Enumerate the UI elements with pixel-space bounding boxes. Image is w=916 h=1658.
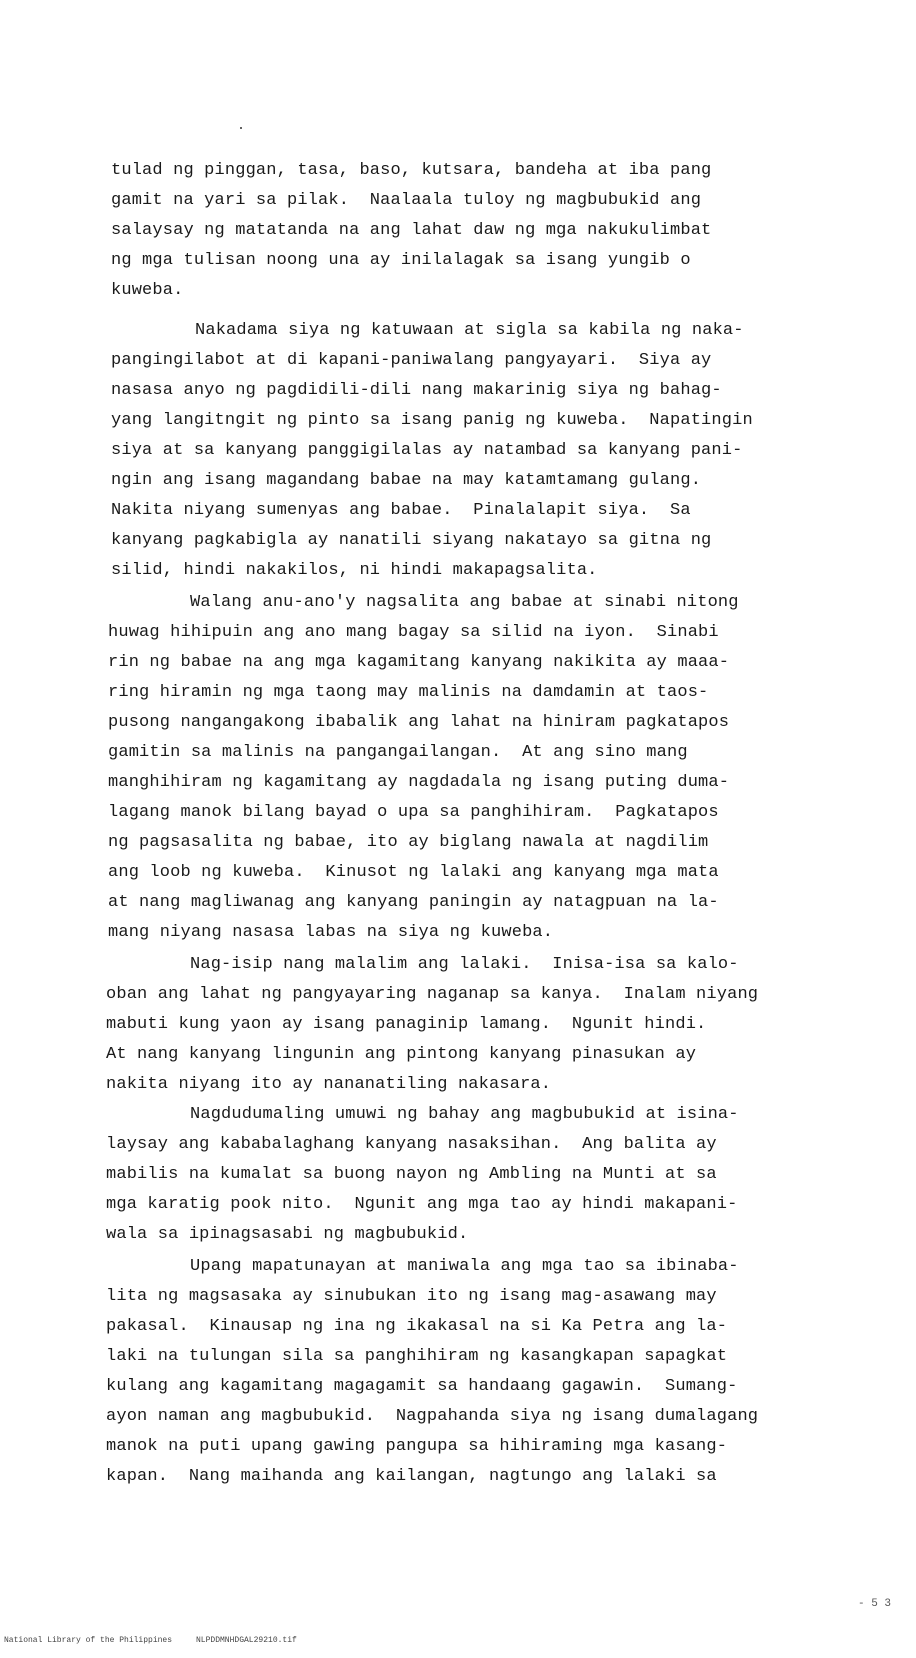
text-line: kanyang pagkabigla ay nanatili siyang nakatayo sa gitna ng (111, 531, 712, 550)
text-line: mga karatig pook nito. Ngunit ang mga tao ay hindi makapani- (106, 1195, 738, 1214)
text-line: gamit na yari sa pilak. Naalaala tuloy ng magbubukid ang (111, 191, 702, 210)
text-line: silid, hindi nakakilos, ni hindi makapagsalita. (111, 561, 598, 580)
text-line: huwag hihipuin ang ano mang bagay sa silid na iyon. Sinabi (108, 623, 719, 642)
text-line: at nang magliwanag ang kanyang paningin ay natagpuan na la- (108, 893, 719, 912)
text-line: siya at sa kanyang panggigilalas ay natambad sa kanyang pani- (111, 441, 743, 460)
text-line: kapan. Nang maihanda ang kailangan, nagtungo ang lalaki sa (106, 1467, 717, 1486)
text-line: Nagdudumaling umuwi ng bahay ang magbubukid at isina- (190, 1105, 739, 1124)
text-line: pangingilabot at di kapani-paniwalang pangyayari. Siya ay (111, 351, 712, 370)
text-line: ng pagsasalita ng babae, ito ay biglang nawala at nagdilim (108, 833, 709, 852)
text-line: pakasal. Kinausap ng ina ng ikakasal na si Ka Petra ang la- (106, 1317, 728, 1336)
text-line: Walang anu-ano'y nagsalita ang babae at sinabi nitong (190, 593, 739, 612)
text-line: laysay ang kababalaghang kanyang nasaksihan. Ang balita ay (106, 1135, 717, 1154)
text-line: ng mga tulisan noong una ay inilalagak sa isang yungib o (111, 251, 691, 270)
text-line: manok na puti upang gawing pangupa sa hihiraming mga kasang- (106, 1437, 728, 1456)
text-line: kuweba. (111, 281, 184, 300)
text-line: laki na tulungan sila sa panghihiram ng kasangkapan sapagkat (106, 1347, 728, 1366)
text-line: mabuti kung yaon ay isang panaginip lamang. Ngunit hindi. (106, 1015, 707, 1034)
text-line: oban ang lahat ng pangyayaring naganap sa kanya. Inalam niyang (106, 985, 759, 1004)
text-line: ayon naman ang magbubukid. Nagpahanda siya ng isang dumalagang (106, 1407, 759, 1426)
text-line: Nakita niyang sumenyas ang babae. Pinalalapit siya. Sa (111, 501, 691, 520)
text-line: mang niyang nasasa labas na siya ng kuweba. (108, 923, 554, 942)
text-line: rin ng babae na ang mga kagamitang kanyang nakikita ay maaa- (108, 653, 730, 672)
text-line: nasasa anyo ng pagdidili-dili nang makarinig siya ng bahag- (111, 381, 722, 400)
footer-library-credit: National Library of the Philippines (4, 1636, 173, 1645)
scan-speck (240, 127, 242, 129)
text-line: yang langitngit ng pinto sa isang panig ng kuweba. Napatingin (111, 411, 753, 430)
text-line: nakita niyang ito ay nananatiling nakasara. (106, 1075, 552, 1094)
text-line: gamitin sa malinis na pangangailangan. At ang sino mang (108, 743, 688, 762)
page-number: - 5 3 (858, 1598, 892, 1610)
text-line: pusong nangangakong ibabalik ang lahat na hiniram pagkatapos (108, 713, 730, 732)
text-line: wala sa ipinagsasabi ng magbubukid. (106, 1225, 469, 1244)
text-line: kulang ang kagamitang magagamit sa handaang gagawin. Sumang- (106, 1377, 738, 1396)
text-line: ring hiramin ng mga taong may malinis na damdamin at taos- (108, 683, 709, 702)
text-line: Upang mapatunayan at maniwala ang mga tao sa ibinaba- (190, 1257, 739, 1276)
text-line: salaysay ng matatanda na ang lahat daw ng mga nakukulimbat (111, 221, 712, 240)
text-line: Nag-isip nang malalim ang lalaki. Inisa-isa sa kalo- (190, 955, 739, 974)
text-line: manghihiram ng kagamitang ay nagdadala ng isang puting duma- (108, 773, 730, 792)
text-line: Nakadama siya ng katuwaan at sigla sa kabila ng naka- (195, 321, 744, 340)
text-line: lita ng magsasaka ay sinubukan ito ng isang mag-asawang may (106, 1287, 717, 1306)
text-line: lagang manok bilang bayad o upa sa panghihiram. Pagkatapos (108, 803, 719, 822)
footer-file-name: NLPDDMNHDGAL29210.tif (196, 1636, 297, 1645)
text-line: At nang kanyang lingunin ang pintong kanyang pinasukan ay (106, 1045, 697, 1064)
text-line: ngin ang isang magandang babae na may katamtamang gulang. (111, 471, 702, 490)
text-line: mabilis na kumalat sa buong nayon ng Ambling na Munti at sa (106, 1165, 717, 1184)
text-line: tulad ng pinggan, tasa, baso, kutsara, bandeha at iba pang (111, 161, 712, 180)
text-line: ang loob ng kuweba. Kinusot ng lalaki ang kanyang mga mata (108, 863, 719, 882)
